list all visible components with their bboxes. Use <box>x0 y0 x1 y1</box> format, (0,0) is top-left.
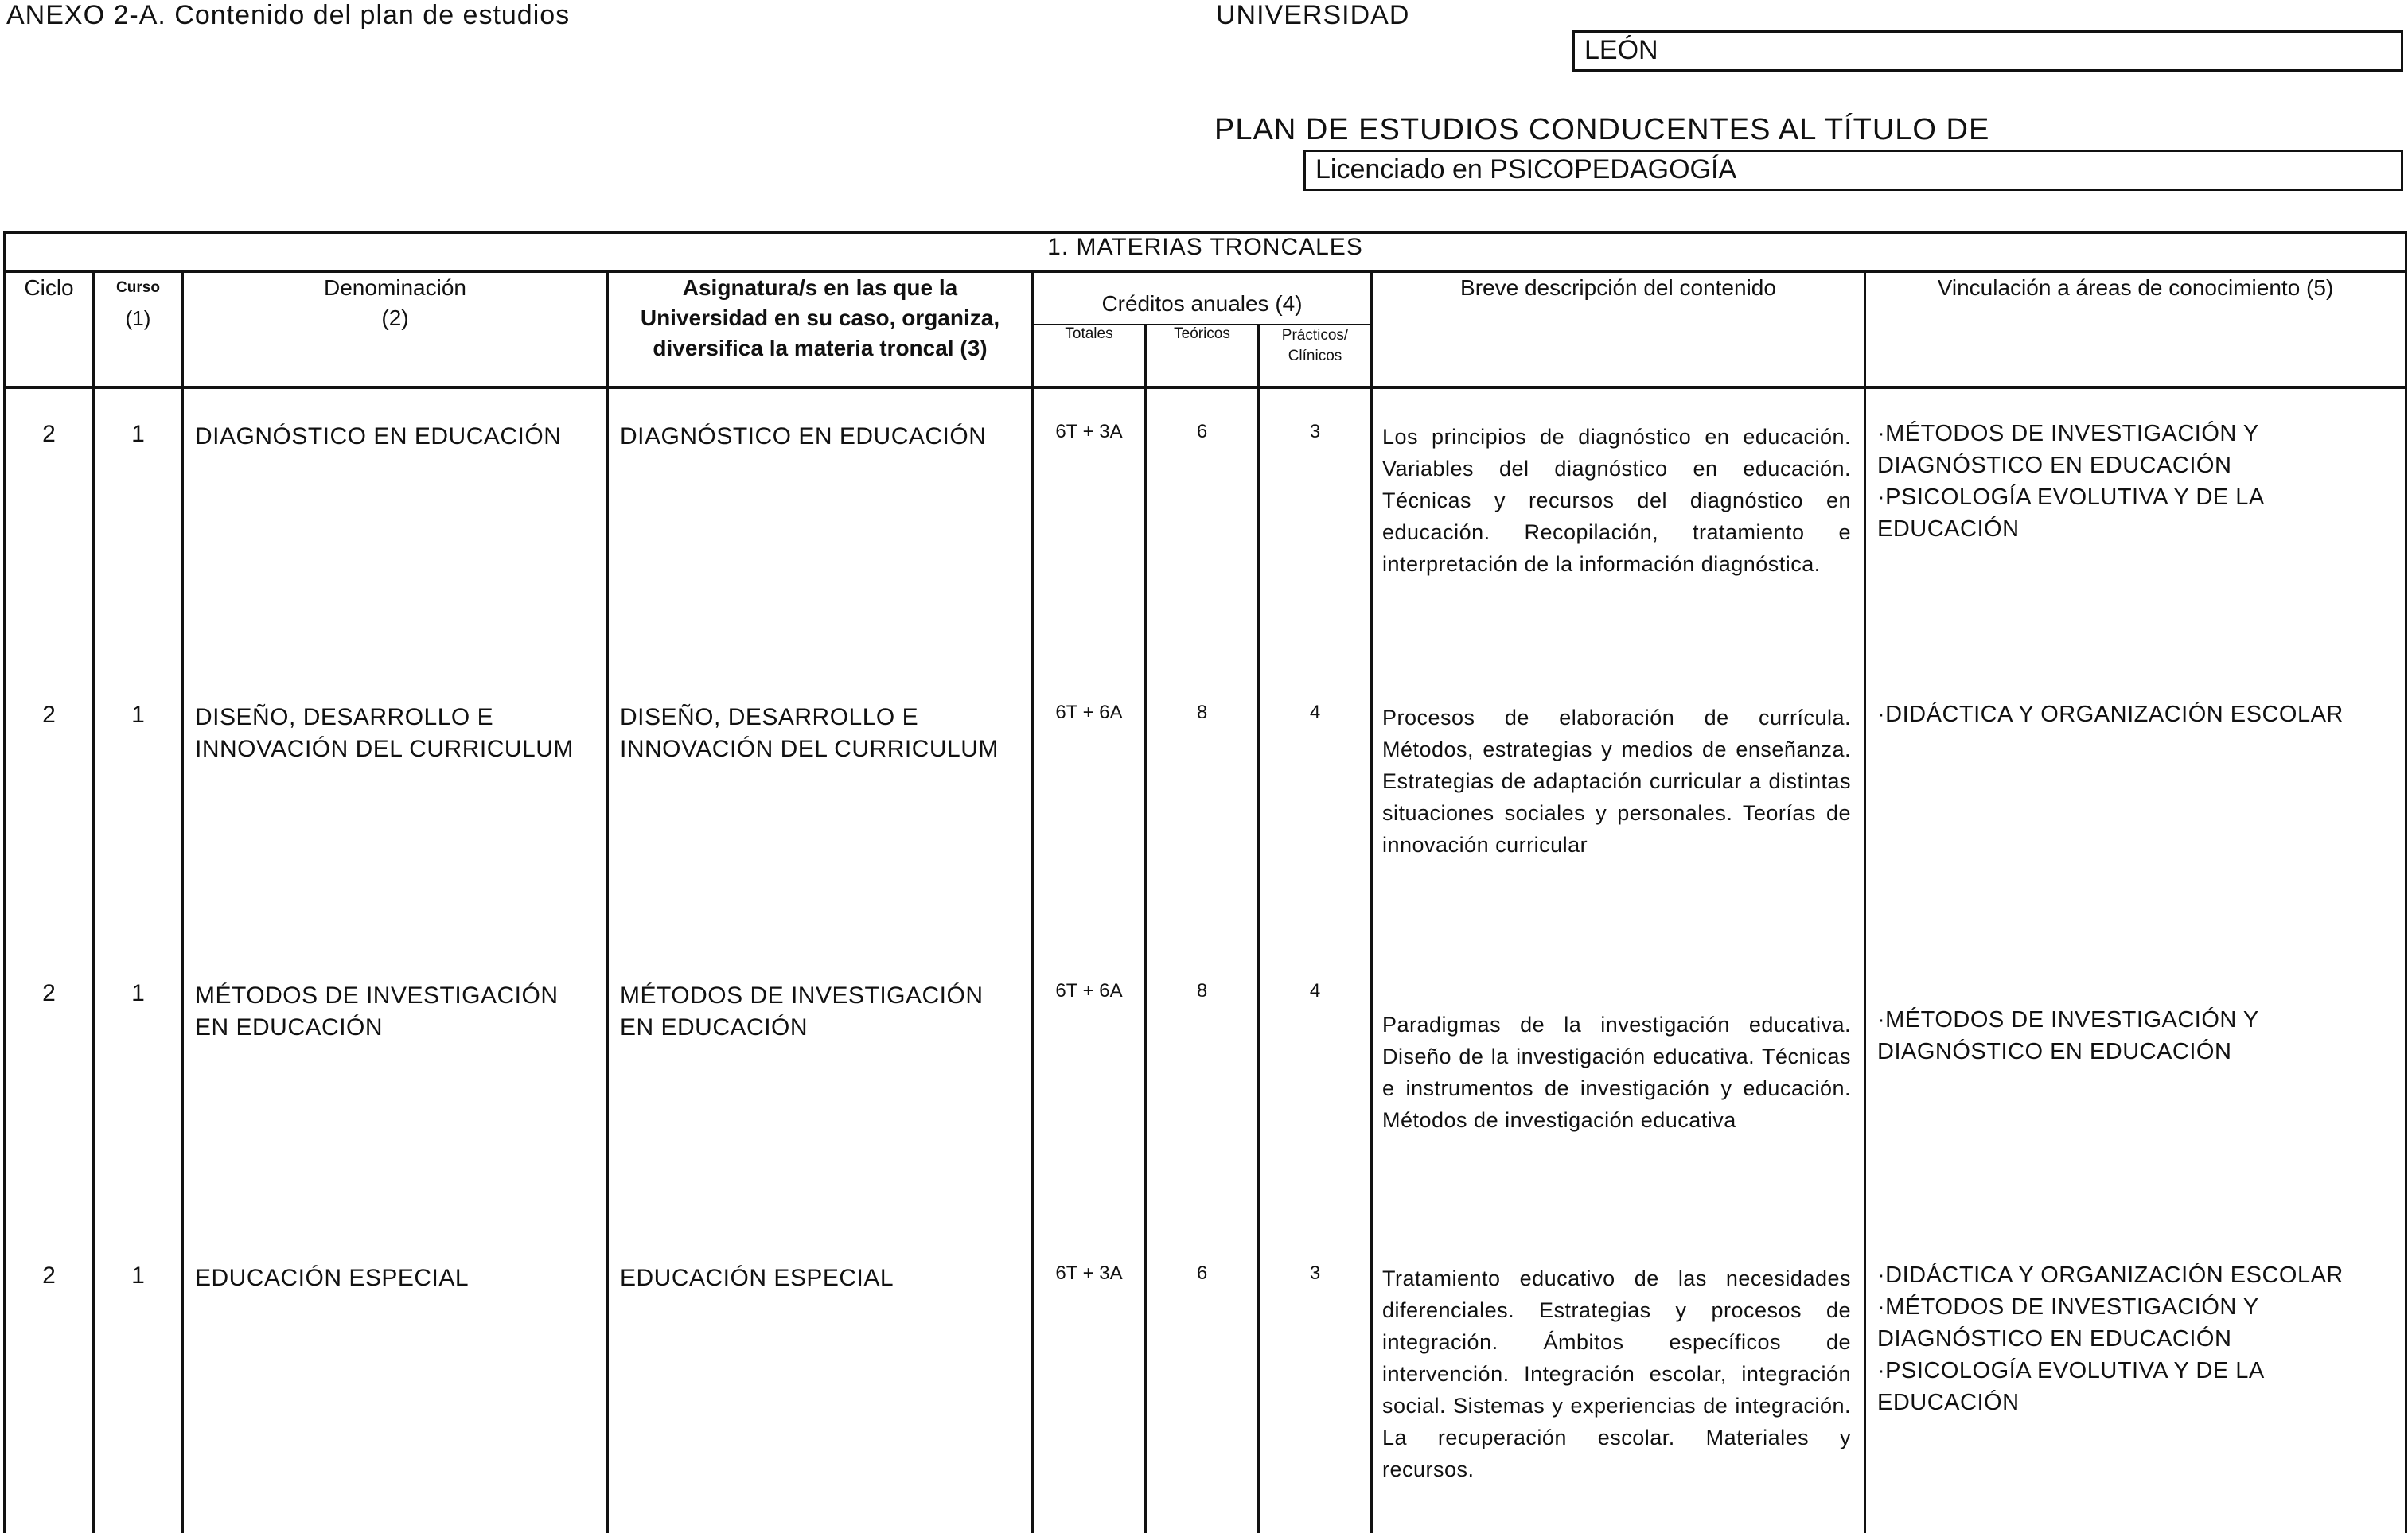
cell-totales: 6T + 3A <box>1033 387 1146 670</box>
col-denominacion: Denominación (2) <box>183 272 608 388</box>
col-teoricos: Teóricos <box>1146 325 1259 387</box>
university-label: UNIVERSIDAD <box>1216 0 1410 30</box>
university-value: LEÓN <box>1584 35 1658 65</box>
col-asignaturas: Asignatura/s en las que la Universidad en su caso, organiza, diversifica la materia troncal (3) <box>608 272 1033 388</box>
cell-totales: 6T + 6A <box>1033 948 1146 1231</box>
cell-curso: 1 <box>94 948 183 1231</box>
cell-denominacion: MÉTODOS DE INVESTIGACIÓN EN EDUCACIÓN <box>183 948 608 1231</box>
plan-title: PLAN DE ESTUDIOS CONDUCENTES AL TÍTULO DE <box>1214 113 1990 146</box>
cell-practicos: 3 <box>1259 387 1372 670</box>
area-item: DIAGNÓSTICO EN EDUCACIÓN <box>1877 453 2232 478</box>
table-row <box>5 387 2406 670</box>
col-descripcion: Breve descripción del contenido <box>1372 272 1865 388</box>
cell-ciclo: 2 <box>5 387 94 670</box>
area-item: EDUCACIÓN <box>1877 1390 2020 1415</box>
cell-asignatura: EDUCACIÓN ESPECIAL <box>608 1231 1033 1533</box>
col-practicos: Prácticos/ Clínicos <box>1259 325 1372 387</box>
table-row <box>5 670 2406 948</box>
cell-areas <box>1865 387 2406 670</box>
area-item: EDUCACIÓN <box>1877 516 2020 542</box>
cell-denominacion: DISEÑO, DESARROLLO E INNOVACIÓN DEL CURRICULUM <box>183 670 608 948</box>
cell-areas <box>1865 1231 2406 1533</box>
cell-descripcion: Tratamiento educativo de las necesidades diferenciales. Estrategias y procesos de integración. Ámbitos específicos de intervención. Integración escolar, integración social. Sistemas y experiencias de integración. La recuperación escolar. Materiales y recursos. <box>1372 1231 1865 1533</box>
cell-ciclo: 2 <box>5 948 94 1231</box>
section-title: 1. MATERIAS TRONCALES <box>5 232 2406 272</box>
cell-asignatura: DIAGNÓSTICO EN EDUCACIÓN <box>608 387 1033 670</box>
cell-asignatura: DISEÑO, DESARROLLO E INNOVACIÓN DEL CURRICULUM <box>608 670 1033 948</box>
cell-descripcion: Los principios de diagnóstico en educación. Variables del diagnóstico en educación. Técnicas y recursos del diagnóstico en educación. Recopilación, tratamiento e interpretación de la información diagnóstica. <box>1372 387 1865 670</box>
area-item: ·MÉTODOS DE INVESTIGACIÓN Y <box>1877 421 2259 446</box>
annex-title: ANEXO 2-A. Contenido del plan de estudios <box>6 0 571 30</box>
col-vinculacion: Vinculación a áreas de conocimiento (5) <box>1865 272 2406 388</box>
cell-teoricos: 8 <box>1146 948 1259 1231</box>
cell-teoricos: 8 <box>1146 670 1259 948</box>
area-item: ·MÉTODOS DE INVESTIGACIÓN Y <box>1877 1007 2259 1033</box>
cell-ciclo: 2 <box>5 1231 94 1533</box>
cell-curso: 1 <box>94 670 183 948</box>
cell-practicos: 3 <box>1259 1231 1372 1533</box>
cell-descripcion: Procesos de elaboración de currícula. Métodos, estrategias y medios de enseñanza. Estrategias de adaptación curricular a distintas situaciones sociales y personales. Teorías de innovación curricular <box>1372 670 1865 948</box>
area-item: ·MÉTODOS DE INVESTIGACIÓN Y <box>1877 1294 2259 1320</box>
cell-totales: 6T + 3A <box>1033 1231 1146 1533</box>
area-item: ·DIDÁCTICA Y ORGANIZACIÓN ESCOLAR <box>1877 702 2344 727</box>
cell-teoricos: 6 <box>1146 387 1259 670</box>
cell-denominacion: DIAGNÓSTICO EN EDUCACIÓN <box>183 387 608 670</box>
area-item: ·PSICOLOGÍA EVOLUTIVA Y DE LA <box>1877 1358 2265 1383</box>
cell-denominacion: EDUCACIÓN ESPECIAL <box>183 1231 608 1533</box>
col-ciclo: Ciclo <box>5 272 94 388</box>
cell-practicos: 4 <box>1259 670 1372 948</box>
cell-practicos: 4 <box>1259 948 1372 1231</box>
area-item: ·PSICOLOGÍA EVOLUTIVA Y DE LA <box>1877 484 2265 510</box>
col-curso: Curso (1) <box>94 272 183 388</box>
area-item: DIAGNÓSTICO EN EDUCACIÓN <box>1877 1039 2232 1064</box>
table-row <box>5 948 2406 1231</box>
cell-curso: 1 <box>94 387 183 670</box>
cell-areas <box>1865 670 2406 948</box>
cell-areas <box>1865 948 2406 1231</box>
cell-descripcion: Paradigmas de la investigación educativa. Diseño de la investigación educativa. Técnicas e instrumentos de investigación y educación. Métodos de investigación educativa <box>1372 948 1865 1231</box>
cell-asignatura: MÉTODOS DE INVESTIGACIÓN EN EDUCACIÓN <box>608 948 1033 1231</box>
col-creditos: Créditos anuales (4) <box>1033 272 1372 325</box>
plan-field <box>1303 150 2403 191</box>
col-totales: Totales <box>1033 325 1146 387</box>
cell-totales: 6T + 6A <box>1033 670 1146 948</box>
cell-ciclo: 2 <box>5 670 94 948</box>
materias-troncales-table <box>3 231 2407 1533</box>
cell-curso: 1 <box>94 1231 183 1533</box>
area-item: DIAGNÓSTICO EN EDUCACIÓN <box>1877 1326 2232 1352</box>
plan-value: Licenciado en PSICOPEDAGOGÍA <box>1315 154 1737 185</box>
area-item: ·DIDÁCTICA Y ORGANIZACIÓN ESCOLAR <box>1877 1263 2344 1288</box>
cell-teoricos: 6 <box>1146 1231 1259 1533</box>
table-row <box>5 1231 2406 1533</box>
university-field <box>1572 30 2403 72</box>
